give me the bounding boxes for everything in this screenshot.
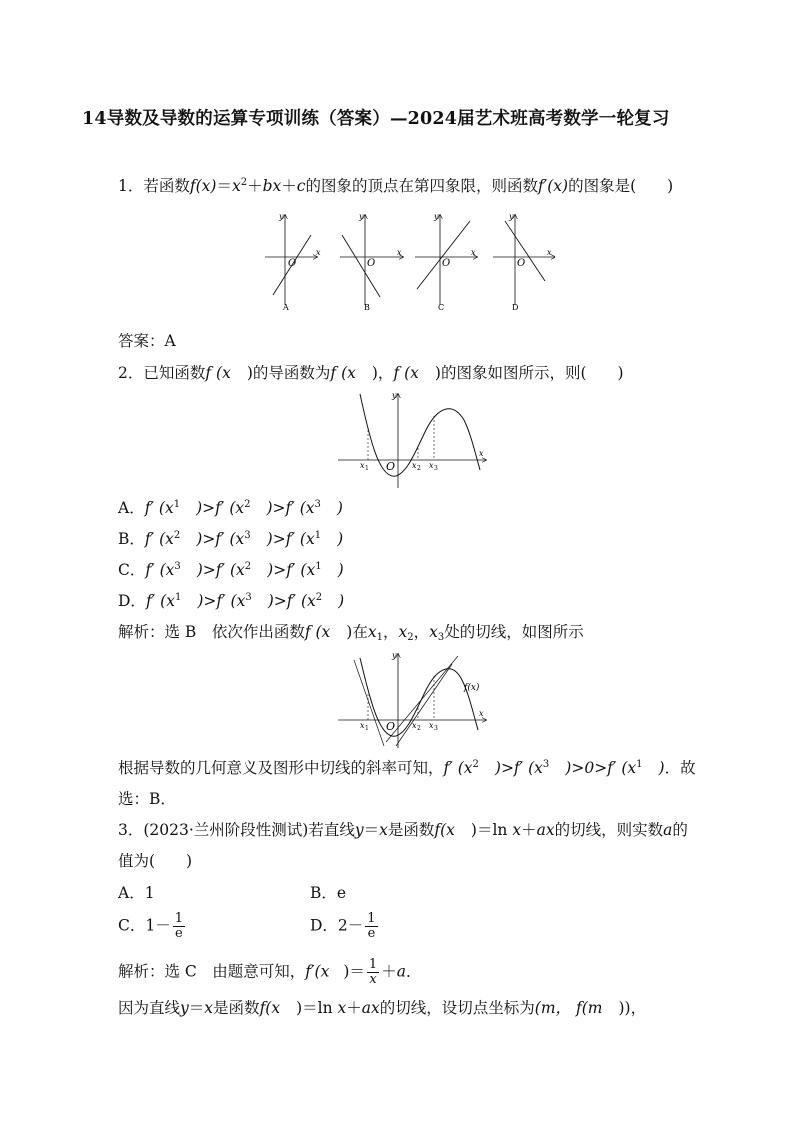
q1-fx: f(x) — [189, 177, 217, 195]
q2-opt-d-x3: (x — [300, 592, 316, 610]
q3-last-plus: ＋ — [346, 999, 362, 1017]
q1-option-graphs — [255, 205, 555, 315]
q2-option-a[interactable] — [118, 497, 343, 519]
q3-last-eq: ＝ — [188, 999, 205, 1017]
q3-last-text-3: 的切线，设切点坐标为 — [379, 999, 535, 1017]
q2-opt-a-x2: (x — [229, 499, 245, 517]
q3-y: y — [354, 821, 364, 839]
q3-text-4: 的 — [672, 821, 688, 839]
q3-last-x2: x — [337, 999, 347, 1017]
q2-analysis-comma1: ， — [382, 623, 399, 641]
q2-graph-x1-sub: 1 — [365, 465, 369, 472]
q2-f1: f (x — [205, 364, 231, 382]
q1-graph-d — [493, 212, 555, 312]
q2-graph-x3-sub: 3 — [434, 465, 438, 472]
q3-last-m: (m， — [534, 999, 572, 1017]
q2-tg-x3: x — [429, 721, 434, 730]
q3-analysis: 解析：选 C 由题意可知，f′(x )＝ $\frac{1}{x}$ ＋a． — [118, 957, 422, 987]
q3-option-c[interactable] — [118, 912, 187, 941]
q2-opt-a-x3: (x — [299, 499, 315, 517]
q1-fpx: f′(x) — [538, 177, 569, 195]
q3-analysis-text: 解析：选 C 由题意可知， — [118, 962, 306, 981]
q3-last-y: y — [180, 999, 189, 1017]
q1-label-c: C — [438, 303, 445, 312]
q1b-o: O — [367, 258, 376, 269]
question-1-stem — [118, 175, 673, 197]
q2-opt-c-gt1: )>f′ — [196, 561, 226, 579]
q1-plus1: ＋ — [247, 177, 263, 195]
q2-analysis-comma2: ， — [413, 623, 430, 641]
q1b-y: y — [359, 212, 364, 221]
q3-analysis-den: x — [369, 972, 377, 987]
q1a-y: y — [279, 212, 284, 221]
q3-plus: ＋ — [521, 821, 537, 839]
q3-last-fm: f(m — [575, 999, 603, 1017]
q2-opt-b-x1: (x — [159, 530, 174, 548]
q1-eq: ＝ — [216, 177, 232, 195]
q2-opt-a-s3: 3 — [314, 499, 321, 510]
q2-graph-x3: x — [429, 461, 434, 470]
q3-opt-c-fraction — [173, 912, 185, 941]
q2-opt-d-s1: 1 — [174, 592, 182, 603]
q1-answer: 答案：A — [118, 332, 176, 350]
q1a-x: x — [316, 248, 321, 257]
q2-opt-b-s3: 1 — [314, 530, 322, 541]
q1c-y: y — [434, 212, 439, 221]
q2-opt-a-s2: 2 — [244, 499, 251, 510]
q2-opt-c-s2: 2 — [244, 561, 252, 572]
q3-last-text-1: 因为直线 — [118, 999, 181, 1017]
q2-opt-d-gt1: )>f′ — [197, 592, 226, 610]
q3-analysis-plus: ＋ — [381, 962, 397, 981]
q2-opt-a-label: A． — [118, 499, 145, 517]
q2-f2: f (x — [330, 364, 356, 382]
q3-text-1: 3．(2023·兰州阶段性测试)若直线 — [118, 821, 355, 839]
q2-opt-c-gt2: )>f′ — [267, 561, 296, 579]
q2-opt-b-gt2: )>f′ — [266, 530, 295, 548]
q2-opt-b-close: ) — [337, 530, 344, 548]
q2-conclusion-x3: (x — [621, 759, 637, 777]
q2-opt-b-s2: 3 — [244, 530, 251, 541]
q2-analysis-text-1: 解析：选 B 依次作出函数 — [118, 623, 305, 641]
q3-last-text-2: 是函数 — [213, 999, 260, 1017]
q3-last-ax: ax — [361, 999, 380, 1017]
q3-x: x — [379, 821, 388, 839]
q2-opt-a-gt1: )>f′ — [196, 499, 225, 517]
q1-bx: bx — [262, 177, 282, 195]
q3-analysis-fp: f′(x — [305, 962, 330, 981]
q3-a: a — [663, 821, 673, 839]
q1-graph-a — [265, 212, 321, 312]
q3-ax: ax — [536, 821, 555, 839]
q2-graph-o: O — [386, 460, 396, 473]
q2-analysis-f: f (x — [304, 623, 331, 641]
q2-tg-x3-sub: 3 — [434, 725, 438, 732]
q2-conclusion-x2: (x — [528, 759, 543, 777]
q1-text-1: 1．若函数 — [118, 177, 190, 195]
q2-graph — [338, 390, 490, 490]
q3-opt-c-num: 1 — [174, 911, 184, 926]
q3-opt-c-den: e — [175, 926, 183, 941]
q2-comma: ， — [377, 364, 394, 382]
q2-opt-d-x2: (x — [230, 592, 246, 610]
q2-opt-b-s1: 2 — [173, 530, 181, 541]
q1-label-a: A — [283, 303, 289, 312]
q2-graph-x: x — [479, 449, 484, 458]
q1d-x: x — [547, 248, 552, 257]
q1-sup: 2 — [240, 177, 248, 188]
q3-analysis-a: a — [396, 962, 406, 981]
q2-analysis-x1: x — [367, 623, 377, 641]
q2-tg-x1: x — [360, 721, 365, 730]
q2-text-3: 的图象如图所示，则( ) — [440, 364, 624, 382]
q2-conclusion-mid: )>0>f′ — [565, 759, 617, 777]
q2-conclusion-end: ．故 — [664, 759, 696, 777]
q2-option-b[interactable] — [118, 528, 343, 550]
q2-opt-c-x1: (x — [159, 561, 175, 579]
q3-last-line — [118, 997, 646, 1019]
q1-text-3: 的图象是( ) — [568, 177, 674, 195]
q3-ln: )＝ln — [470, 821, 508, 839]
q2-conclusion-fp1: f′ — [443, 759, 453, 777]
q3-last-fx: f(x — [259, 999, 281, 1017]
q1-c: c — [296, 177, 306, 195]
q2-opt-d-close: ) — [338, 592, 345, 610]
q3-text-2: 是函数 — [387, 821, 435, 839]
q1d-y: y — [509, 212, 514, 221]
q2-tg-x2: x — [412, 721, 417, 730]
q2-opt-d-x1: (x — [160, 592, 175, 610]
q3-analysis-eq: )＝ — [343, 962, 365, 981]
q2-opt-d-gt2: )>f′ — [267, 592, 297, 610]
q3-option-b[interactable]: B．e — [310, 884, 347, 902]
q2-conclusion-close: ) — [658, 759, 665, 777]
q2-analysis-x3: x — [429, 623, 438, 641]
q2-analysis-text-3: 处的切线，如图所示 — [444, 623, 584, 641]
q2-analysis-s3: 3 — [437, 632, 445, 643]
q1-label-d: D — [512, 303, 519, 312]
q3-eq: ＝ — [363, 821, 380, 839]
q1b-x: x — [397, 248, 402, 257]
q2-text-1: 2．已知函数 — [118, 364, 206, 382]
q3-last-ln: )＝ln — [296, 999, 333, 1017]
q3-last-end: ))， — [618, 999, 647, 1017]
q3-analysis-num: 1 — [368, 957, 378, 972]
q2-conclusion-s1: 2 — [472, 759, 479, 770]
q2-opt-b-fp1: f′ — [144, 530, 155, 548]
q3-text-3: 的切线，则实数 — [554, 821, 664, 839]
q2-opt-b-x3: (x — [299, 530, 315, 548]
q2-analysis-s1: 1 — [376, 632, 383, 643]
q1c-o: O — [442, 258, 451, 269]
q1d-o: O — [517, 258, 526, 269]
q1a-o: O — [288, 258, 297, 269]
q1-graph-c — [415, 212, 477, 312]
q2-analysis-x2: x — [398, 623, 408, 641]
q2-conclusion-x1: (x — [457, 759, 473, 777]
q2-tg-x2-sub: 2 — [417, 725, 421, 732]
q2-f3: f (x — [393, 364, 419, 382]
q2-opt-c-s1: 3 — [174, 561, 181, 572]
q2-opt-c-s3: 1 — [315, 561, 322, 572]
q2-opt-a-fp1: f′ — [144, 499, 154, 517]
q1-plus2: ＋ — [281, 177, 297, 195]
q2-opt-b-gt1: )>f′ — [196, 530, 225, 548]
q2-tg-x: x — [479, 709, 484, 718]
q1-x: x — [231, 177, 241, 195]
q2-opt-b-label: B． — [118, 530, 145, 548]
q2-conclusion — [118, 757, 696, 779]
q2-opt-c-label: C． — [118, 561, 146, 579]
q2-opt-a-close: ) — [336, 499, 343, 517]
q2-conclusion-line2: 选：B． — [118, 790, 176, 808]
q1-label-b: B — [364, 303, 370, 312]
q2-opt-b-x2: (x — [229, 530, 245, 548]
q2-conclusion-text-1: 根据导数的几何意义及图形中切线的斜率可知， — [118, 759, 444, 777]
q1-text-2: 的图象的顶点在第四象限，则函数 — [305, 177, 538, 195]
q2-opt-d-s2: 3 — [245, 592, 252, 603]
q2-opt-c-x3: (x — [300, 561, 316, 579]
q1c-x: x — [471, 248, 476, 257]
q2-graph-y: y — [392, 391, 397, 400]
q1-graph-b — [340, 212, 403, 312]
q2-conclusion-s3: 1 — [636, 759, 643, 770]
q2-graph-x1: x — [360, 461, 365, 470]
q3-option-a[interactable]: A．1 — [118, 884, 155, 902]
q3-last-x: x — [204, 999, 214, 1017]
q2-analysis-text-2: )在 — [346, 623, 368, 641]
q2-graph-x2: x — [412, 461, 417, 470]
q3-stem-line2: 值为( ) — [118, 852, 193, 870]
q2-tg-y: y — [392, 651, 397, 660]
q2-graph-x2-sub: 2 — [417, 465, 421, 472]
q2-opt-a-x1: (x — [158, 499, 174, 517]
q2-conclusion-s2: 3 — [542, 759, 550, 770]
q2-opt-c-fp1: f′ — [145, 561, 155, 579]
q3-analysis-fraction — [367, 958, 379, 987]
q3-fx: f(x — [434, 821, 455, 839]
q2-opt-a-s1: 1 — [173, 499, 181, 510]
q2-opt-d-fp1: f′ — [145, 592, 156, 610]
q3-opt-d-den: e — [367, 926, 376, 941]
page-title: 14导数及导数的运算专项训练（答案）—2024届艺术班高考数学一轮复习 — [82, 109, 670, 129]
q2-opt-d-s3: 2 — [315, 592, 323, 603]
q3-opt-d-text: D．2－ — [310, 916, 364, 935]
q3-opt-c-text: C．1－ — [118, 916, 171, 935]
q2-opt-d-label: D． — [118, 592, 146, 610]
q2-opt-c-close: ) — [337, 561, 344, 579]
q2-tg-o: O — [386, 720, 396, 733]
q2-option-c[interactable] — [118, 559, 344, 581]
q2-opt-c-x2: (x — [229, 561, 245, 579]
q2-analysis-s2: 2 — [407, 632, 414, 643]
q2-conclusion-gt: )>f′ — [494, 759, 524, 777]
q2-tg-fx: f(x) — [464, 683, 480, 693]
q3-opt-d-num: 1 — [367, 911, 376, 926]
q2-tangent-graph — [338, 650, 490, 750]
q2-analysis — [118, 621, 584, 643]
q3-option-d[interactable] — [310, 912, 380, 941]
q2-opt-a-gt2: )>f′ — [266, 499, 295, 517]
question-3-stem — [118, 819, 688, 841]
q3-x2: x — [512, 821, 522, 839]
q3-opt-d-fraction — [365, 912, 377, 941]
q2-option-d[interactable] — [118, 590, 344, 612]
q2-tg-x1-sub: 1 — [365, 725, 369, 732]
question-2-stem: 2．已知函数f (x )的导函数为f (x )，f (x )的图象如图所示，则( ) — [118, 364, 624, 382]
q2-text-2: 的导函数为 — [252, 364, 331, 382]
